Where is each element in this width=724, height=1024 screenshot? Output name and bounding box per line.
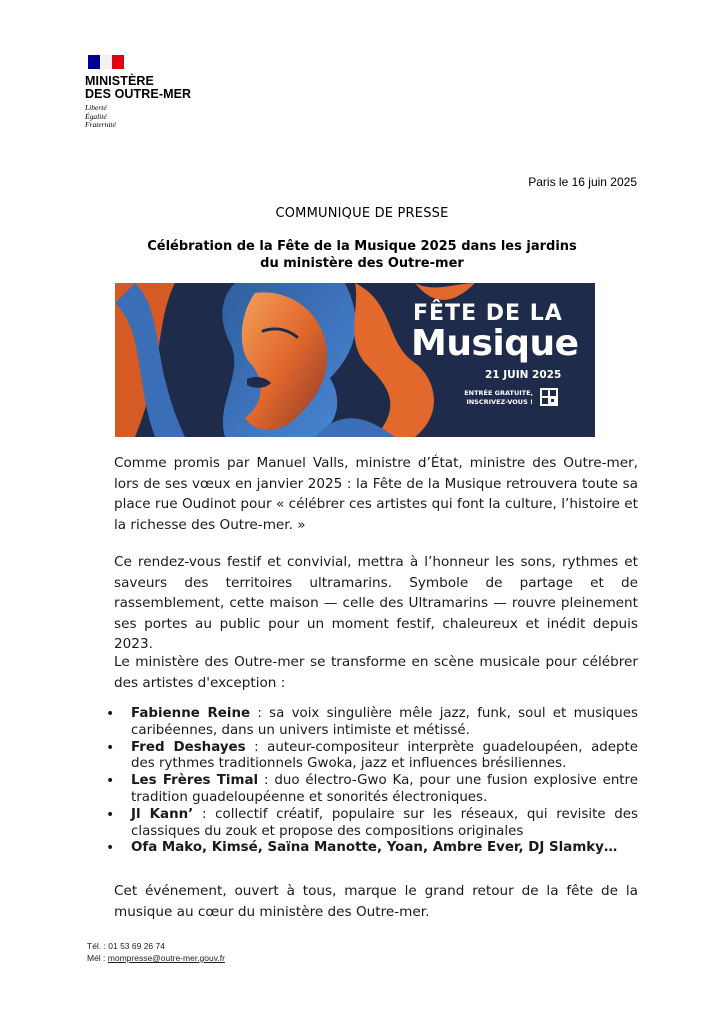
paragraph-intro: Comme promis par Manuel Valls, ministre d’État, ministre des Outre-mer, lors de ses vœux en janvier 2025 : la Fête de la Musique retrouvera toute sa place rue Oudinot pour « célébrer ces artistes qui font la culture, l’histoire et la richesse des Outre-mer. » (114, 455, 638, 533)
list-item: • Ofa Mako, Kimsé, Saïna Manotte, Yoan, Ambre Ever, DJ Slamky… (114, 840, 638, 857)
banner-title-line1: FÊTE DE LA (413, 301, 563, 326)
republic-motto: Liberté Égalité Fraternité (85, 103, 116, 129)
ministry-name: MINISTÈRE DES OUTRE-MER (85, 74, 192, 101)
event-banner (115, 283, 595, 437)
paragraph-closing: Cet événement, ouvert à tous, marque le grand retour de la fête de la musique au cœur du ministère des Outre-mer. (114, 883, 638, 920)
press-release-title: Célébration de la Fête de la Musique 2025 dans les jardins du ministère des Outre-mer (147, 239, 577, 271)
paragraph-artists-intro: Le ministère des Outre-mer se transforme en scène musicale pour célébrer des artistes d'exception : (114, 654, 638, 691)
email-line: Mél : mompresse@outre-mer.gouv.fr (87, 953, 225, 963)
banner-title-line2: Musique (411, 323, 579, 364)
list-item: • Les Frères Timal : duo électro-Gwo Ka, pour une fusion explosive entre tradition guadeloupéenne et sonorités électroniques. (114, 773, 638, 807)
marianne-flag-icon (88, 55, 124, 69)
list-item: • Fabienne Reine : sa voix singulière mêle jazz, funk, soul et musiques caribéennes, dans un univers intimiste et métissé. (114, 706, 638, 740)
list-item: • Fred Deshayes : auteur-compositeur interprète guadeloupéen, adepte des rythmes traditionnels Gwoka, jazz et influences brésiliennes. (114, 740, 638, 774)
banner-cta: ENTRÉE GRATUITE, INSCRIVEZ-VOUS ! (464, 389, 533, 406)
paragraph-event: Ce rendez-vous festif et convivial, mettra à l’honneur les sons, rythmes et saveurs des territoires ultramarins. Symbole de partage et de rassemblement, cette maison — celle des Ultramarins — rouvre pleinement ses portes au public pour un moment festif, chaleureux et inédit depuis 2023. (114, 554, 638, 652)
contact-footer (87, 940, 225, 964)
ministry-logo (85, 55, 191, 130)
banner-date: 21 JUIN 2025 (485, 369, 562, 381)
release-date: Paris le 16 juin 2025 (528, 175, 637, 189)
document-type: COMMUNIQUE DE PRESSE (275, 206, 449, 221)
email-link[interactable]: mompresse@outre-mer.gouv.fr (107, 953, 225, 963)
phone-number: Tél. : 01 53 69 26 74 (87, 941, 165, 951)
list-item: • Jl Kann’ : collectif créatif, populaire sur les réseaux, qui revisite des classiques du zouk et propose des compositions originales (114, 807, 638, 841)
artist-list (114, 706, 638, 857)
